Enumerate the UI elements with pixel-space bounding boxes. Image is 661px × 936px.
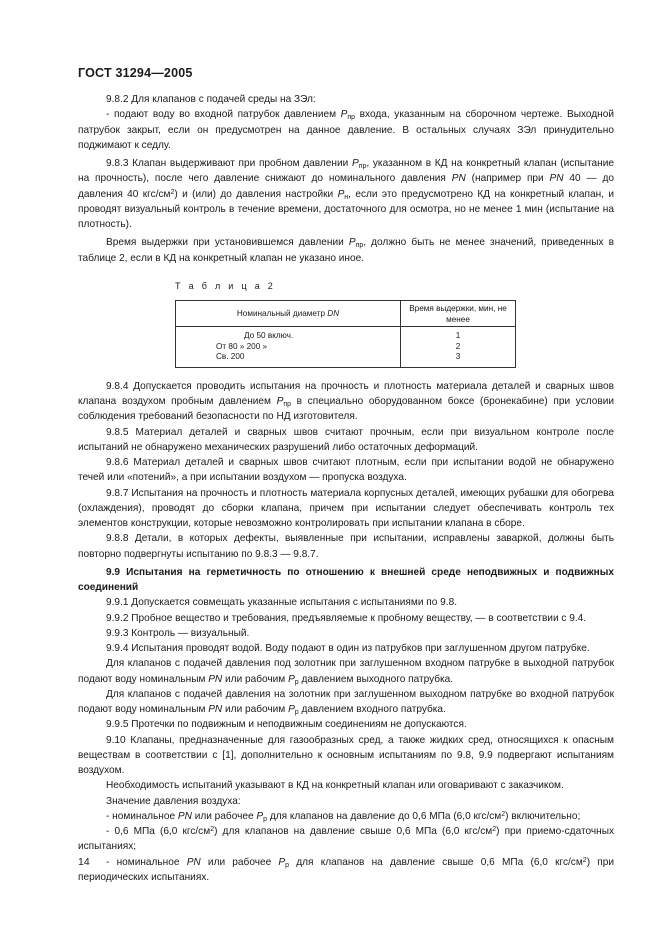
table-cell-time-2: 2	[455, 341, 461, 351]
paragraph-zolotnik-on: Для клапанов с подачей давления на золотник при заглушенном выходном патрубке во входной патрубок подают воду номинальным PN или рабочим $P_р$ давлением входного патрубка.	[78, 688, 614, 717]
paragraph-9-10: 9.10 Клапаны, предназначенные для газообразных сред, а также жидких сред, относящихся к опасным веществам в соответствии с [1], дополнительно к основным испытаниям по 9.8, 9.9 подвергают испытаниям воздухом.	[78, 734, 614, 777]
table-header-dn: Номинальный диаметр DN	[176, 301, 401, 327]
paragraph-air-pressure: Значение давления воздуха:	[106, 795, 241, 807]
table-cell-time	[401, 327, 516, 368]
table-cell-time-1: 1	[455, 331, 461, 340]
paragraph-9-9-2: 9.9.2 Пробное вещество и требования, предъявляемые к пробному веществу, — в соответствии с 9.4.	[106, 612, 587, 624]
paragraph-necessity: Необходимость испытаний указывают в КД на конкретный клапан или оговаривают с заказчиком.	[106, 780, 564, 792]
table-cell-dn	[176, 327, 401, 368]
document-header: ГОСТ 31294—2005	[78, 66, 193, 80]
list-item-air-1: - номинальное PN или рабочее $P_р$ для клапанов на давление до 0,6 МПа (6,0 кгс/$см^2$) включительно;	[106, 810, 581, 823]
paragraph-zolotnik-under: Для клапанов с подачей давления под золотник при заглушенном входном патрубке в выходной патрубок подают воду номинальным PN или рабочим $P_р$ давлением выходного патрубка.	[78, 658, 614, 686]
paragraph-9-8-2-item: - подают воду во входной патрубок давлением $P_{пр}$ входа, указанным на сборочном чертеже. Выходной патрубок закрыт, если он предусмотрен на данное давление. В остальных случаях ЗЭл принудительно поджимают к седлу.	[78, 109, 614, 151]
paragraph-9-9-4: 9.9.4 Испытания проводят водой. Воду подают в один из патрубков при заглушенном другом патрубке.	[106, 643, 590, 655]
table-2	[175, 300, 516, 368]
paragraph-9-8-4: 9.8.4 Допускается проводить испытания на прочность и плотность материала деталей и сварных швов клапана воздухом пробным давлением $P_{пр}$ в специально оборудованном боксе (бронекабине) при условии соблюдения требований безопасности по НД изготовителя.	[78, 380, 615, 423]
document-body	[78, 92, 614, 885]
table-cell-dn-2: От 80 » 200 »	[216, 341, 268, 351]
paragraph-9-8-6: 9.8.6 Материал деталей и сварных швов считают плотным, если при испытании водой не обнаружено течей или «потений», а при испытании воздухом — пропуска воздуха.	[78, 457, 614, 484]
list-item-air-2: - 0,6 МПа (6,0 кгс/$см^2$) для клапанов на давление свыше 0,6 МПа (6,0 кгс/$см^2$) при приемо-сдаточных испытаниях;	[78, 826, 614, 853]
paragraph-9-8-8: 9.8.8 Детали, в которых дефекты, выявленные при испытании, исправлены заваркой, должны быть повторно подвергнуты испытанию по 9.8.3 — 9.8.7.	[78, 533, 614, 560]
paragraph-9-8-2: 9.8.2 Для клапанов с подачей среды на ЗЭл:	[106, 94, 316, 105]
list-item-air-3: - номинальное PN или рабочее $P_р$ для клапанов на давление свыше 0,6 МПа (6,0 кгс/$см^2$) при периодических испытаниях.	[78, 856, 614, 883]
table-cell-dn-3: Св. 200	[216, 352, 245, 362]
paragraph-9-8-7: 9.8.7 Испытания на прочность и плотность материала корпусных деталей, имеющих рубашки для обогрева (охлаждения), проводят до сборки клапана, причем при испытании следует обеспечивать контроль тех элементов конструкции, которые невозможно контролировать при испытании клапана в сборе.	[78, 487, 614, 530]
paragraph-hold-time: Время выдержки при установившемся давлении $P_{пр}$, должно быть не менее значений, приведенных в таблице 2, если в КД на конкретный клапан не указано иное.	[78, 237, 615, 264]
table-cell-time-3: 3	[455, 352, 461, 362]
table-cell-dn-1: До 50 включ.	[244, 331, 294, 340]
paragraph-9-9-1: 9.9.1 Допускается совмещать указанные испытания с испытаниями по 9.8.	[106, 597, 457, 609]
paragraph-9-9-5: 9.9.5 Протечки по подвижным и неподвижным соединениям не допускаются.	[106, 719, 467, 731]
paragraph-9-8-3: 9.8.3 Клапан выдерживают при пробном давлении $P_{пр}$, указанном в КД на конкретный клапан (испытание на прочность), после чего давление снижают до номинального давления PN (например при PN 40 — до давления 40 кгс/$см^2$) и (или) до давления настройки $P_н$, если это предусмотрено КД на конкретный клапан, и проводят визуальный контроль в течение времени, достаточного для осмотра, но не менее 1 мин (испытание на плотность).	[78, 158, 614, 230]
table-caption: Т а б л и ц а 2	[175, 280, 276, 291]
paragraph-9-8-5: 9.8.5 Материал деталей и сварных швов считают прочным, если при визуальном контроле после испытаний не обнаружено механических разрушений либо остаточных деформаций.	[78, 426, 614, 453]
section-heading-9-9: 9.9 Испытания на герметичность по отношению к внешней среде неподвижных и подвижных соединений	[78, 566, 614, 594]
page-number: 14	[78, 856, 90, 868]
table-header-time: Время выдержки, мин, не менее	[401, 301, 516, 327]
table-row	[176, 327, 516, 368]
table-header-row	[176, 301, 516, 327]
paragraph-9-9-3: 9.9.3 Контроль — визуальный.	[106, 627, 250, 639]
